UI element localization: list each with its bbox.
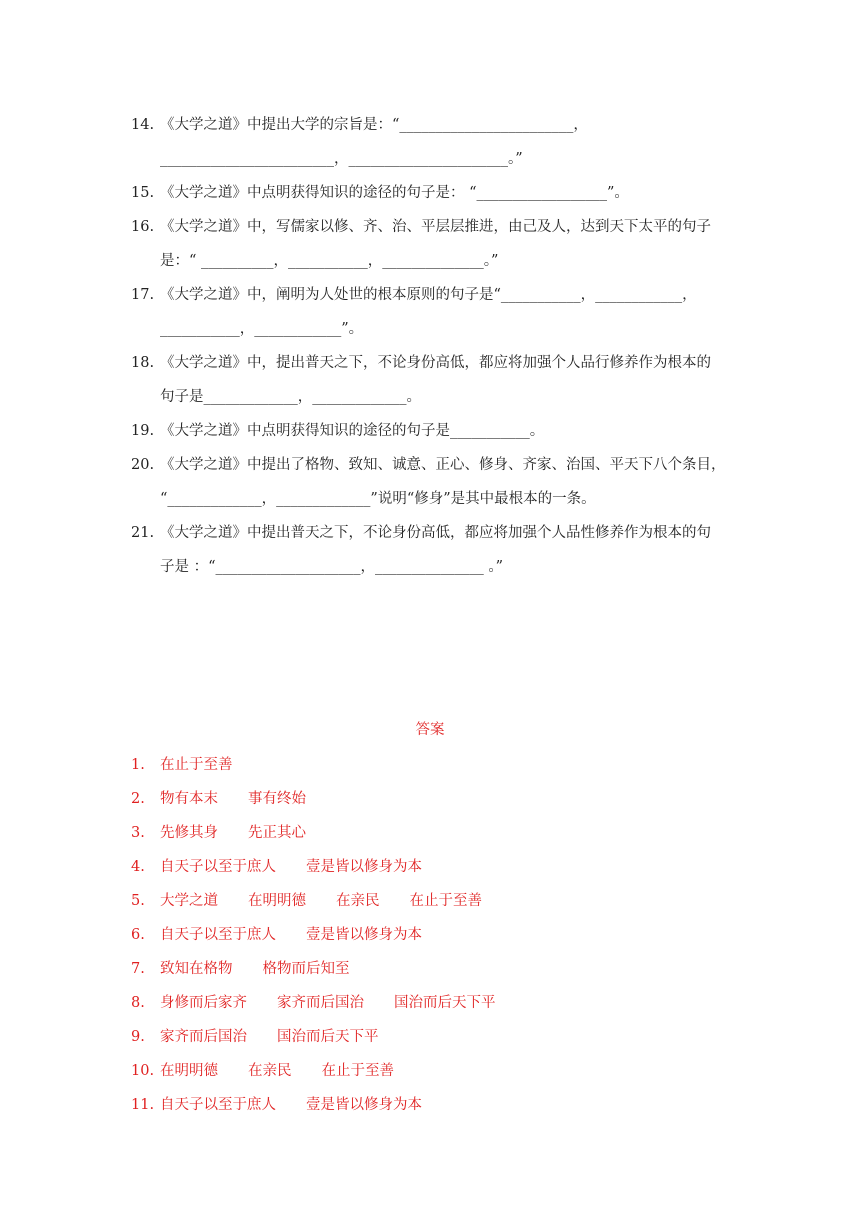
answer-number: 4. bbox=[131, 859, 145, 875]
question-text bbox=[160, 210, 731, 278]
answer-phrase: 国治而后天下平 bbox=[277, 1029, 379, 1045]
answer-text bbox=[160, 782, 306, 816]
answer-number: 3. bbox=[131, 825, 145, 841]
answer-phrase: 在明明德 bbox=[248, 893, 306, 909]
question-number: 20. bbox=[131, 457, 155, 473]
answer-item bbox=[131, 850, 731, 884]
answer-number: 5. bbox=[131, 893, 145, 909]
answer-item bbox=[131, 748, 731, 782]
answer-phrase: 事有终始 bbox=[248, 791, 306, 807]
answer-phrase: 先正其心 bbox=[248, 825, 306, 841]
answer-item bbox=[131, 1088, 731, 1122]
answer-number: 9. bbox=[131, 1029, 145, 1045]
question-line: ________________________，______________________。” bbox=[160, 151, 523, 167]
answer-number: 10. bbox=[131, 1063, 155, 1079]
answer-phrase: 先修其身 bbox=[160, 825, 218, 841]
question-item bbox=[131, 278, 731, 346]
question-item bbox=[131, 176, 731, 210]
question-line: 《大学之道》中，阐明为人处世的根本原则的句子是“___________，____________， bbox=[160, 287, 697, 303]
answer-item bbox=[131, 952, 731, 986]
question-line: 《大学之道》中，提出普天之下，不论身份高低，都应将加强个人品行修养作为根本的 bbox=[160, 355, 711, 371]
answer-phrase: 身修而后家齐 bbox=[160, 995, 247, 1011]
answer-phrase: 壹是皆以修身为本 bbox=[306, 859, 422, 875]
answer-phrase: 在亲民 bbox=[248, 1063, 292, 1079]
answer-number: 2. bbox=[131, 791, 145, 807]
question-line: 《大学之道》中点明获得知识的途径的句子是： “__________________”。 bbox=[160, 185, 629, 201]
answer-item bbox=[131, 1054, 731, 1088]
question-text bbox=[160, 414, 731, 448]
question-number: 16. bbox=[131, 219, 155, 235]
question-number: 18. bbox=[131, 355, 155, 371]
question-item bbox=[131, 346, 731, 414]
answer-item bbox=[131, 816, 731, 850]
answer-text bbox=[160, 918, 422, 952]
question-line: “_____________，_____________”说明“修身”是其中最根本的一条。 bbox=[160, 491, 596, 507]
question-number: 15. bbox=[131, 185, 155, 201]
question-item bbox=[131, 210, 731, 278]
answer-phrase: 大学之道 bbox=[160, 893, 218, 909]
answer-text bbox=[160, 1088, 422, 1122]
answer-text bbox=[160, 986, 496, 1020]
answer-phrase: 壹是皆以修身为本 bbox=[306, 1097, 422, 1113]
answer-item bbox=[131, 1020, 731, 1054]
answer-text bbox=[160, 850, 422, 884]
answer-number: 11. bbox=[131, 1097, 155, 1113]
answer-phrase: 在止于至善 bbox=[160, 757, 233, 773]
answer-phrase: 致知在格物 bbox=[160, 961, 233, 977]
question-line: ___________，____________”。 bbox=[160, 321, 364, 337]
answer-item bbox=[131, 782, 731, 816]
question-text bbox=[160, 448, 731, 516]
question-text bbox=[160, 108, 731, 176]
question-number: 14. bbox=[131, 117, 155, 133]
question-item bbox=[131, 108, 731, 176]
question-number: 19. bbox=[131, 423, 155, 439]
answer-number: 6. bbox=[131, 927, 145, 943]
answer-phrase: 物有本末 bbox=[160, 791, 218, 807]
answer-text bbox=[160, 1054, 394, 1088]
answer-phrase: 家齐而后国治 bbox=[160, 1029, 247, 1045]
answer-phrase: 在止于至善 bbox=[409, 893, 482, 909]
answer-phrase: 壹是皆以修身为本 bbox=[306, 927, 422, 943]
question-number: 21. bbox=[131, 525, 155, 541]
answer-phrase: 自天子以至于庶人 bbox=[160, 1097, 276, 1113]
answer-phrase: 在明明德 bbox=[160, 1063, 218, 1079]
answer-text bbox=[160, 952, 350, 986]
question-text bbox=[160, 176, 731, 210]
question-line: 子是 ：“____________________，_______________ 。” bbox=[160, 559, 504, 575]
answer-phrase: 自天子以至于庶人 bbox=[160, 927, 276, 943]
answer-phrase: 国治而后天下平 bbox=[394, 995, 496, 1011]
answer-phrase: 自天子以至于庶人 bbox=[160, 859, 276, 875]
answer-phrase: 格物而后知至 bbox=[262, 961, 350, 977]
question-line: 《大学之道》中提出普天之下，不论身份高低，都应将加强个人品性修养作为根本的句 bbox=[160, 525, 711, 541]
answer-text bbox=[160, 748, 233, 782]
question-line: 是：“ __________，___________，______________。” bbox=[160, 253, 499, 269]
question-line: 《大学之道》中，写儒家以修、齐、治、平层层推进，由己及人，达到天下太平的句子 bbox=[160, 219, 711, 235]
question-text bbox=[160, 346, 731, 414]
answer-number: 1. bbox=[131, 757, 145, 773]
answer-number: 8. bbox=[131, 995, 145, 1011]
answer-text bbox=[160, 884, 482, 918]
question-text bbox=[160, 516, 731, 584]
question-list bbox=[131, 108, 731, 584]
question-item bbox=[131, 516, 731, 584]
answer-text bbox=[160, 1020, 379, 1054]
question-item bbox=[131, 414, 731, 448]
answer-phrase: 家齐而后国治 bbox=[277, 995, 364, 1011]
question-line: 《大学之道》中提出大学的宗旨是：“________________________， bbox=[160, 117, 588, 133]
question-line: 句子是_____________，_____________。 bbox=[160, 389, 421, 405]
answer-list bbox=[131, 748, 731, 1122]
answer-item bbox=[131, 986, 731, 1020]
answer-number: 7. bbox=[131, 961, 145, 977]
question-text bbox=[160, 278, 731, 346]
question-line: 《大学之道》中点明获得知识的途径的句子是___________。 bbox=[160, 423, 545, 439]
answer-item bbox=[131, 884, 731, 918]
question-line: 《大学之道》中提出了格物、致知、诚意、正心、修身、齐家、治国、平天下八个条目， bbox=[160, 457, 726, 473]
question-number: 17. bbox=[131, 287, 155, 303]
answers-heading: 答案 bbox=[415, 722, 445, 738]
answer-text bbox=[160, 816, 306, 850]
answer-item bbox=[131, 918, 731, 952]
answer-phrase: 在止于至善 bbox=[321, 1063, 394, 1079]
question-item bbox=[131, 448, 731, 516]
answer-phrase: 在亲民 bbox=[336, 893, 380, 909]
